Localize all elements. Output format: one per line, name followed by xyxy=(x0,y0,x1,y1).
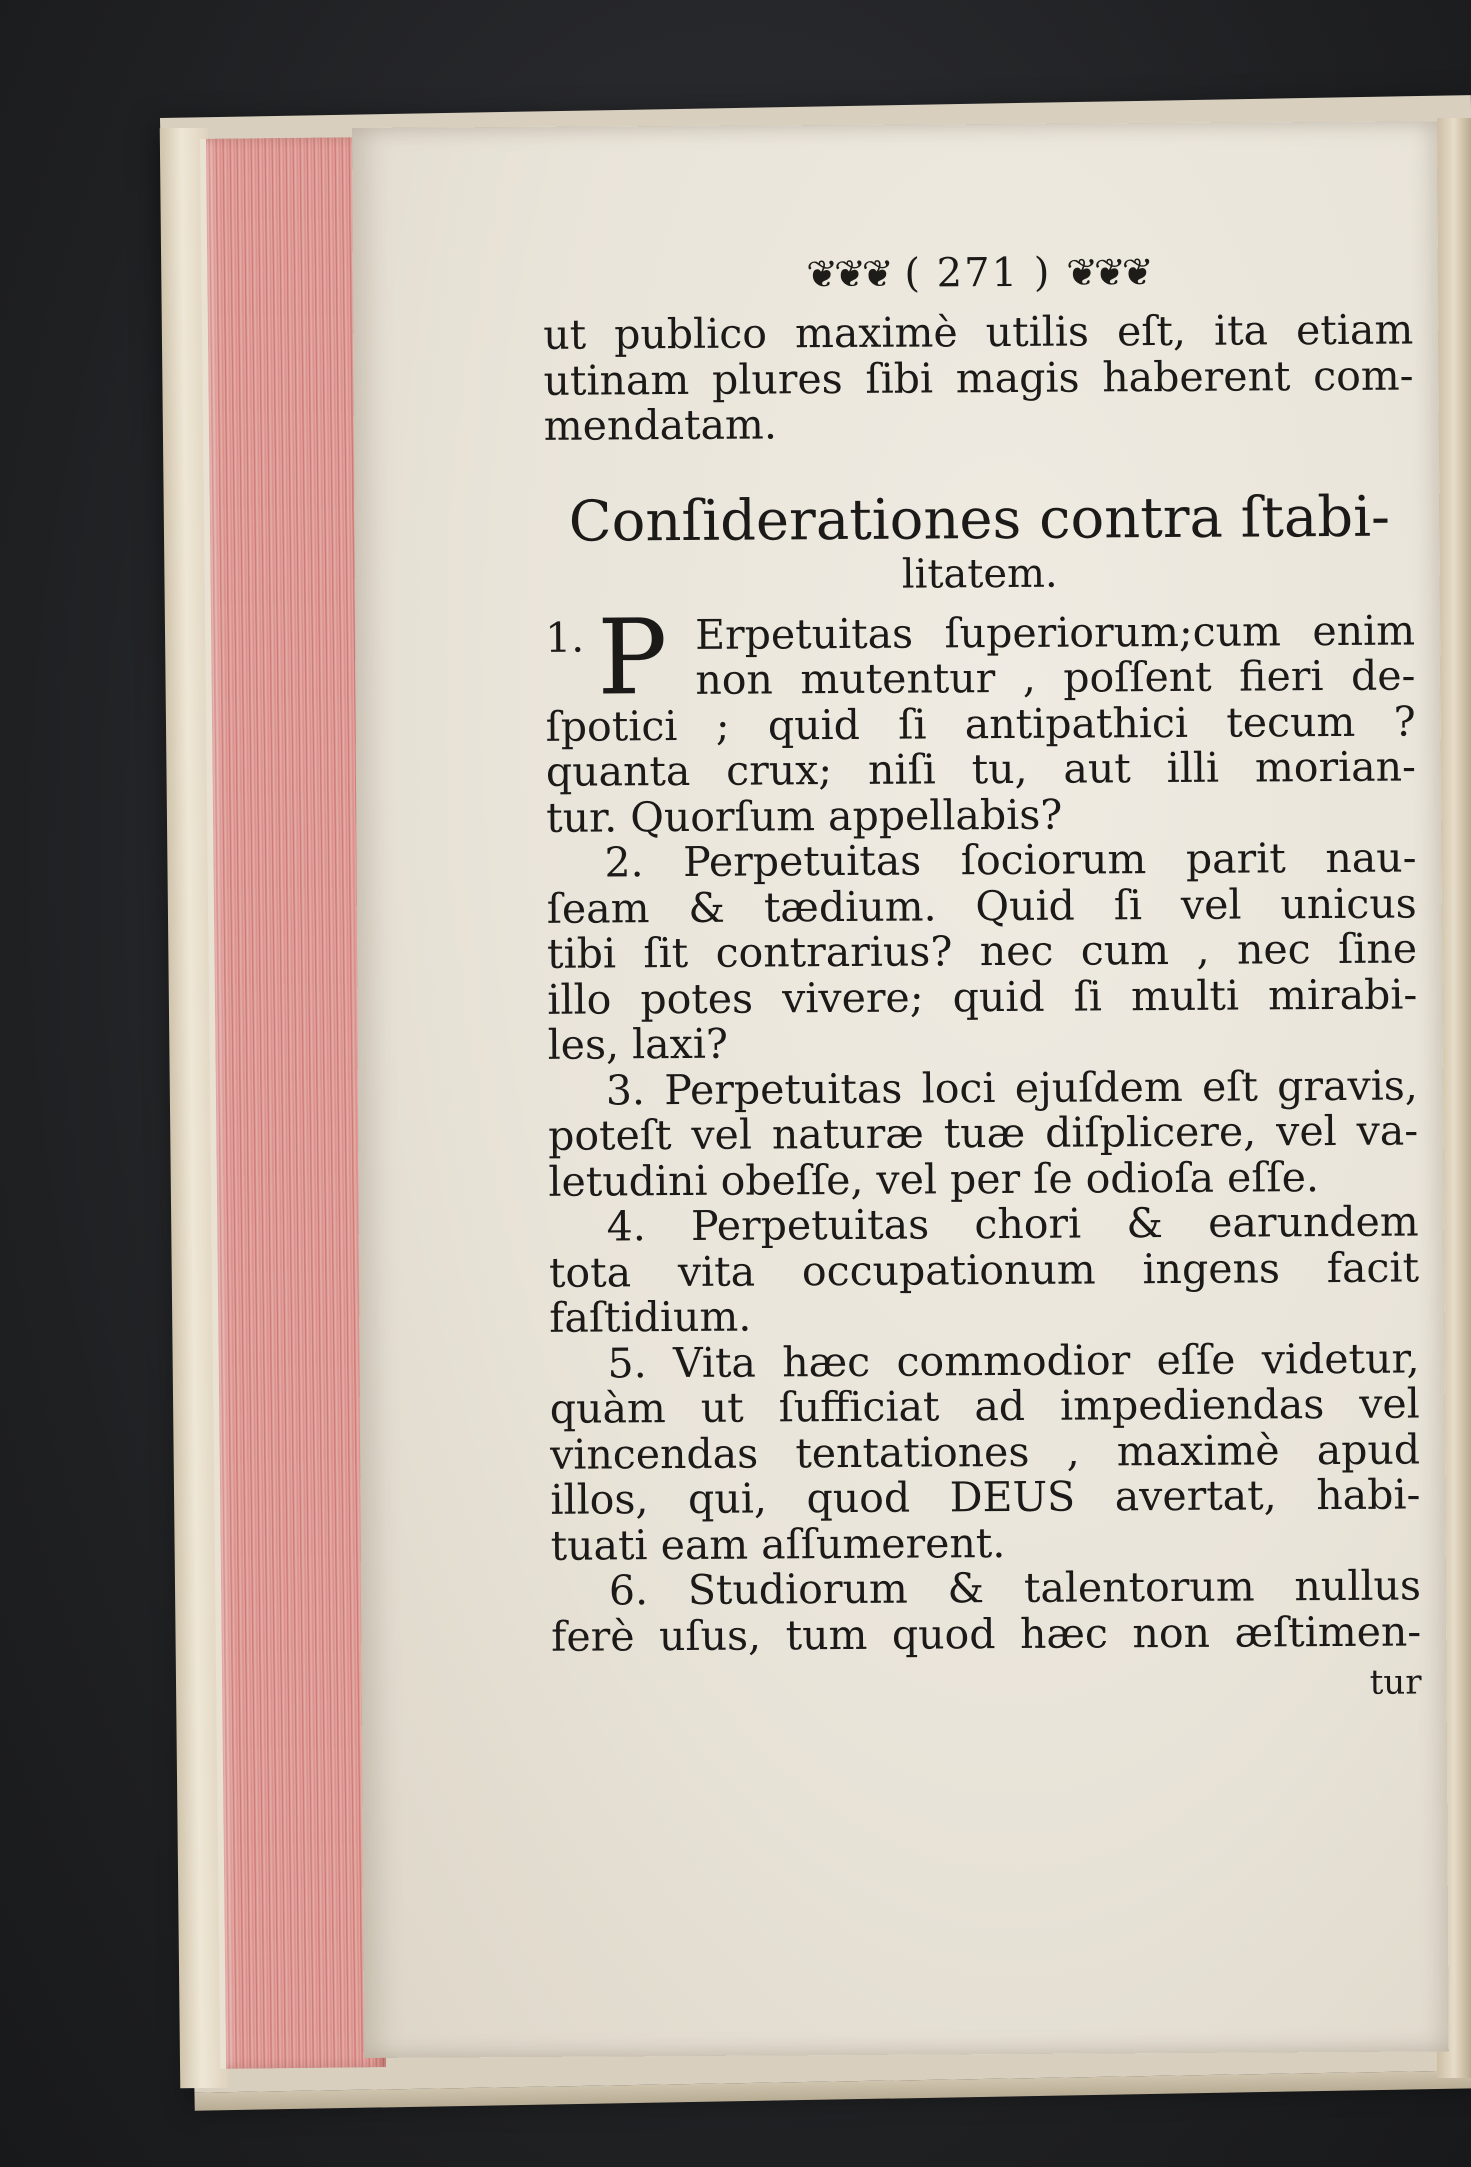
text-line: 2. Perpetuitas ſociorum parit nau- xyxy=(604,833,1417,887)
text-line: ut publico maximè utilis eſt, ita etiam xyxy=(543,305,1414,359)
text-line: quanta crux; niſi tu, aut illi morian- xyxy=(545,742,1417,796)
catchword: tur xyxy=(1369,1662,1422,1703)
item-5 xyxy=(549,1336,1420,1569)
item-3 xyxy=(548,1063,1419,1205)
drop-cap: P xyxy=(596,595,668,719)
text-line: illo potes vivere; quid ſi multi mirabi- xyxy=(547,970,1418,1024)
text-line: letudini obeſſe, vel per ſe odioſa eſſe. xyxy=(548,1152,1320,1206)
book-page xyxy=(352,121,1449,2058)
item-1 xyxy=(544,595,1417,842)
item-6 xyxy=(551,1563,1422,1659)
text-line: faſtidium. xyxy=(549,1292,752,1342)
text-line: tibi ſit contrarius? nec cum , nec ſine xyxy=(546,924,1418,978)
ornament-right-icon: ❦❦❦ xyxy=(1065,250,1150,295)
text-line: ſpotici ; quid ſi antipathici tecum ? xyxy=(545,697,1416,751)
ornament-left-icon: ❦❦❦ xyxy=(806,251,890,297)
text-line: ferè uſus, tum quod hæc non æſtimen- xyxy=(551,1606,1422,1661)
text-line: utinam plures ſibi magis haberent com- xyxy=(543,351,1414,405)
text-line: tuati eam aſſumerent. xyxy=(550,1518,1006,1570)
item-2 xyxy=(546,833,1418,1069)
text-line: 3. Perpetuitas loci ejuſdem eſt gravis, xyxy=(605,1061,1419,1114)
page-number: ( 271 ) xyxy=(904,249,1052,297)
text-line: poteſt vel naturæ tuæ diſplicere, vel va- xyxy=(548,1106,1419,1160)
text-line: quàm ut ſufficiat ad impediendas vel xyxy=(549,1379,1420,1433)
section-heading-cont: litatem. xyxy=(901,550,1058,598)
page-header xyxy=(543,242,1413,305)
text-block xyxy=(543,242,1422,1708)
text-line: 5. Vita hæc commodior eſſe videtur, xyxy=(607,1334,1420,1387)
text-line: Erpetuitas ſuperiorum;cum enim xyxy=(694,606,1416,659)
intro-paragraph xyxy=(543,305,1414,450)
text-line: tota vita occupationum ingens facit xyxy=(548,1243,1420,1297)
text-line: non mutentur , poſſent fieri de- xyxy=(695,651,1416,704)
text-line: 6. Studiorum & talentorum nullus xyxy=(608,1561,1422,1615)
text-line: 4. Perpetuitas chori & earundem xyxy=(606,1197,1419,1251)
item-1-number: 1. xyxy=(544,613,585,662)
text-line: mendatam. xyxy=(543,400,778,450)
item-4 xyxy=(548,1197,1420,1342)
text-line: vincendas tentationes , maximè apud xyxy=(549,1425,1421,1479)
text-line: tur. Quorſum appellabis? xyxy=(546,790,1063,842)
text-line: ſeam & tædium. Quid ſi vel unicus xyxy=(546,879,1417,933)
text-line: illos, qui, quod DEUS avertat, habi- xyxy=(550,1470,1421,1524)
text-line: les, laxi? xyxy=(547,1019,729,1069)
section-heading: Conſiderationes contra ſtabi- xyxy=(568,484,1391,555)
